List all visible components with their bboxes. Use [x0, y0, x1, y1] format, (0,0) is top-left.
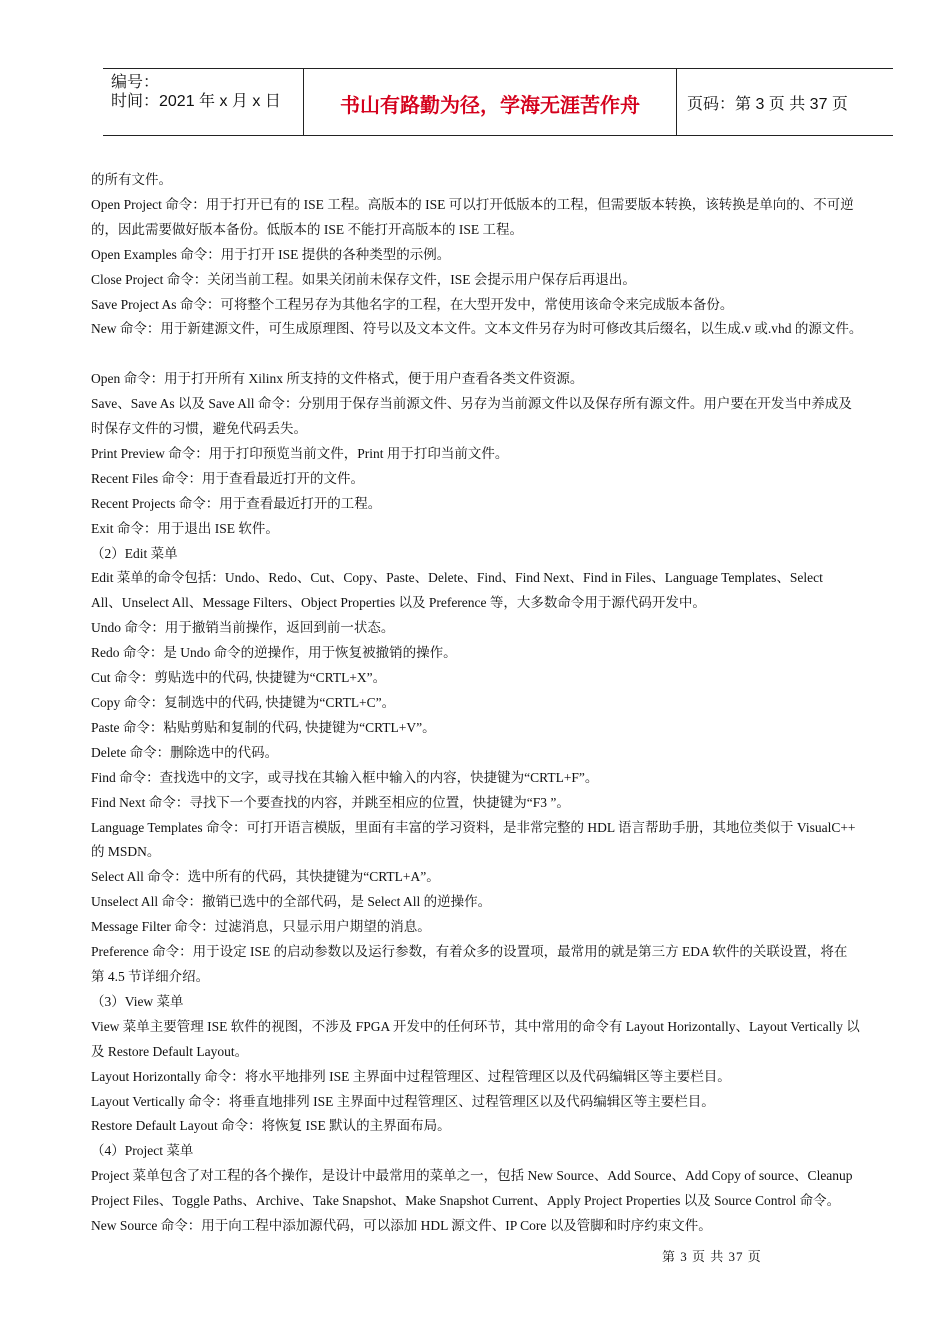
- text-line: Unselect All 命令：撤销已选中的全部代码，是 Select All 的逆操作。: [91, 894, 492, 910]
- header-meta: [103, 69, 304, 135]
- page-footer: 第 3 页 共 37 页: [662, 1249, 762, 1264]
- text-line: （4）Project 菜单: [91, 1143, 194, 1159]
- text-line: Exit 命令：用于退出 ISE 软件。: [91, 520, 279, 536]
- text-line: 第 4.5 节详细介绍。: [91, 968, 210, 984]
- text-line: 的 MSDN。: [91, 844, 161, 860]
- text-line: Delete 命令：删除选中的代码。: [91, 744, 279, 760]
- text-line: 的，因此需要做好版本备份。低版本的 ISE 不能打开高版本的 ISE 工程。: [91, 221, 523, 237]
- header-motto: 书山有路勤为径，学海无涯苦作舟: [304, 69, 677, 135]
- time-label: 时间：2021 年 x 月 x 日: [111, 93, 281, 110]
- blank-line: [91, 342, 913, 367]
- text-line: 时保存文件的习惯，避免代码丢失。: [91, 421, 307, 437]
- text-line: Project 菜单包含了对工程的各个操作，是设计中最常用的菜单之一，包括 New Source、Add Source、Add Copy of source、Cleanup: [91, 1168, 853, 1184]
- document-body: [91, 168, 913, 1239]
- text-line: Recent Projects 命令：用于查看最近打开的工程。: [91, 495, 382, 511]
- text-line: Recent Files 命令：用于查看最近打开的文件。: [91, 470, 364, 486]
- text-line: Open 命令：用于打开所有 Xilinx 所支持的文件格式，便于用户查看各类文件资源。: [91, 371, 584, 387]
- text-line: Open Examples 命令：用于打开 ISE 提供的各种类型的示例。: [91, 246, 451, 262]
- page-header: [103, 68, 893, 136]
- text-line: Print Preview 命令：用于打印预览当前文件，Print 用于打印当前文件。: [91, 445, 509, 461]
- header-page-info: 页码：第 3 页 共 37 页: [687, 95, 848, 113]
- text-line: Select All 命令：选中所有的代码，其快捷键为“CRTL+A”。: [91, 869, 440, 885]
- text-line: Find 命令：查找选中的文字，或寻找在其输入框中输入的内容，快捷键为“CRTL+F”。: [91, 769, 599, 785]
- text-line: Find Next 命令：寻找下一个要查找的内容，并跳至相应的位置，快捷键为“F3 ”。: [91, 794, 570, 810]
- text-line: Save Project As 命令：可将整个工程另存为其他名字的工程，在大型开发中，常使用该命令来完成版本备份。: [91, 296, 734, 312]
- text-line: Layout Horizontally 命令：将水平地排列 ISE 主界面中过程管理区、过程管理区以及代码编辑区等主要栏目。: [91, 1068, 731, 1084]
- text-line: New Source 命令：用于向工程中添加源代码，可以添加 HDL 源文件、IP Core 以及管脚和时序约束文件。: [91, 1218, 712, 1234]
- text-line: Restore Default Layout 命令：将恢复 ISE 默认的主界面布局。: [91, 1118, 451, 1134]
- text-line: Preference 命令：用于设定 ISE 的启动参数以及运行参数，有着众多的设置项，最常用的就是第三方 EDA 软件的关联设置，将在: [91, 944, 848, 960]
- text-line: Close Project 命令：关闭当前工程。如果关闭前未保存文件，ISE 会提示用户保存后再退出。: [91, 271, 636, 287]
- text-line: Save、Save As 以及 Save All 命令：分别用于保存当前源文件、另存为当前源文件以及保存所有源文件。用户要在开发当中养成及: [91, 396, 852, 412]
- text-line: Copy 命令：复制选中的代码, 快捷键为“CRTL+C”。: [91, 695, 396, 711]
- text-line: Redo 命令：是 Undo 命令的逆操作，用于恢复被撤销的操作。: [91, 645, 457, 661]
- text-line: All、Unselect All、Message Filters、Object Properties 以及 Preference 等，大多数命令用于源代码开发中。: [91, 595, 706, 611]
- number-label: 编号：: [111, 74, 160, 91]
- text-line: 及 Restore Default Layout。: [91, 1043, 249, 1059]
- text-line: Project Files、Toggle Paths、Archive、Take Snapshot、Make Snapshot Current、Apply Project Properties 以及 Source Control 命令。: [91, 1193, 841, 1209]
- text-line: Language Templates 命令：可打开语言模版，里面有丰富的学习资料，是非常完整的 HDL 语言帮助手册，其地位类似于 VisualC++: [91, 819, 856, 835]
- text-line: （3）View 菜单: [91, 993, 184, 1009]
- text-line: Paste 命令：粘贴剪贴和复制的代码, 快捷键为“CRTL+V”。: [91, 719, 436, 735]
- text-line: Message Filter 命令：过滤消息，只显示用户期望的消息。: [91, 919, 431, 935]
- text-line: Edit 菜单的命令包括：Undo、Redo、Cut、Copy、Paste、Delete、Find、Find Next、Find in Files、Language Templates、Select: [91, 570, 823, 586]
- text-line: Undo 命令：用于撤销当前操作，返回到前一状态。: [91, 620, 395, 636]
- text-line: View 菜单主要管理 ISE 软件的视图，不涉及 FPGA 开发中的任何环节，其中常用的命令有 Layout Horizontally、Layout Vertically 以: [91, 1018, 860, 1034]
- text-line: Open Project 命令：用于打开已有的 ISE 工程。高版本的 ISE 可以打开低版本的工程，但需要版本转换，该转换是单向的、不可逆: [91, 196, 854, 212]
- text-line: Layout Vertically 命令：将垂直地排列 ISE 主界面中过程管理区、过程管理区以及代码编辑区等主要栏目。: [91, 1093, 715, 1109]
- text-line: Cut 命令：剪贴选中的代码, 快捷键为“CRTL+X”。: [91, 670, 387, 686]
- text-line: （2）Edit 菜单: [91, 545, 178, 561]
- text-line: 的所有文件。: [91, 172, 172, 187]
- text-line: New 命令：用于新建源文件，可生成原理图、符号以及文本文件。文本文件另存为时可修改其后缀名，以生成.v 或.vhd 的源文件。: [91, 321, 863, 337]
